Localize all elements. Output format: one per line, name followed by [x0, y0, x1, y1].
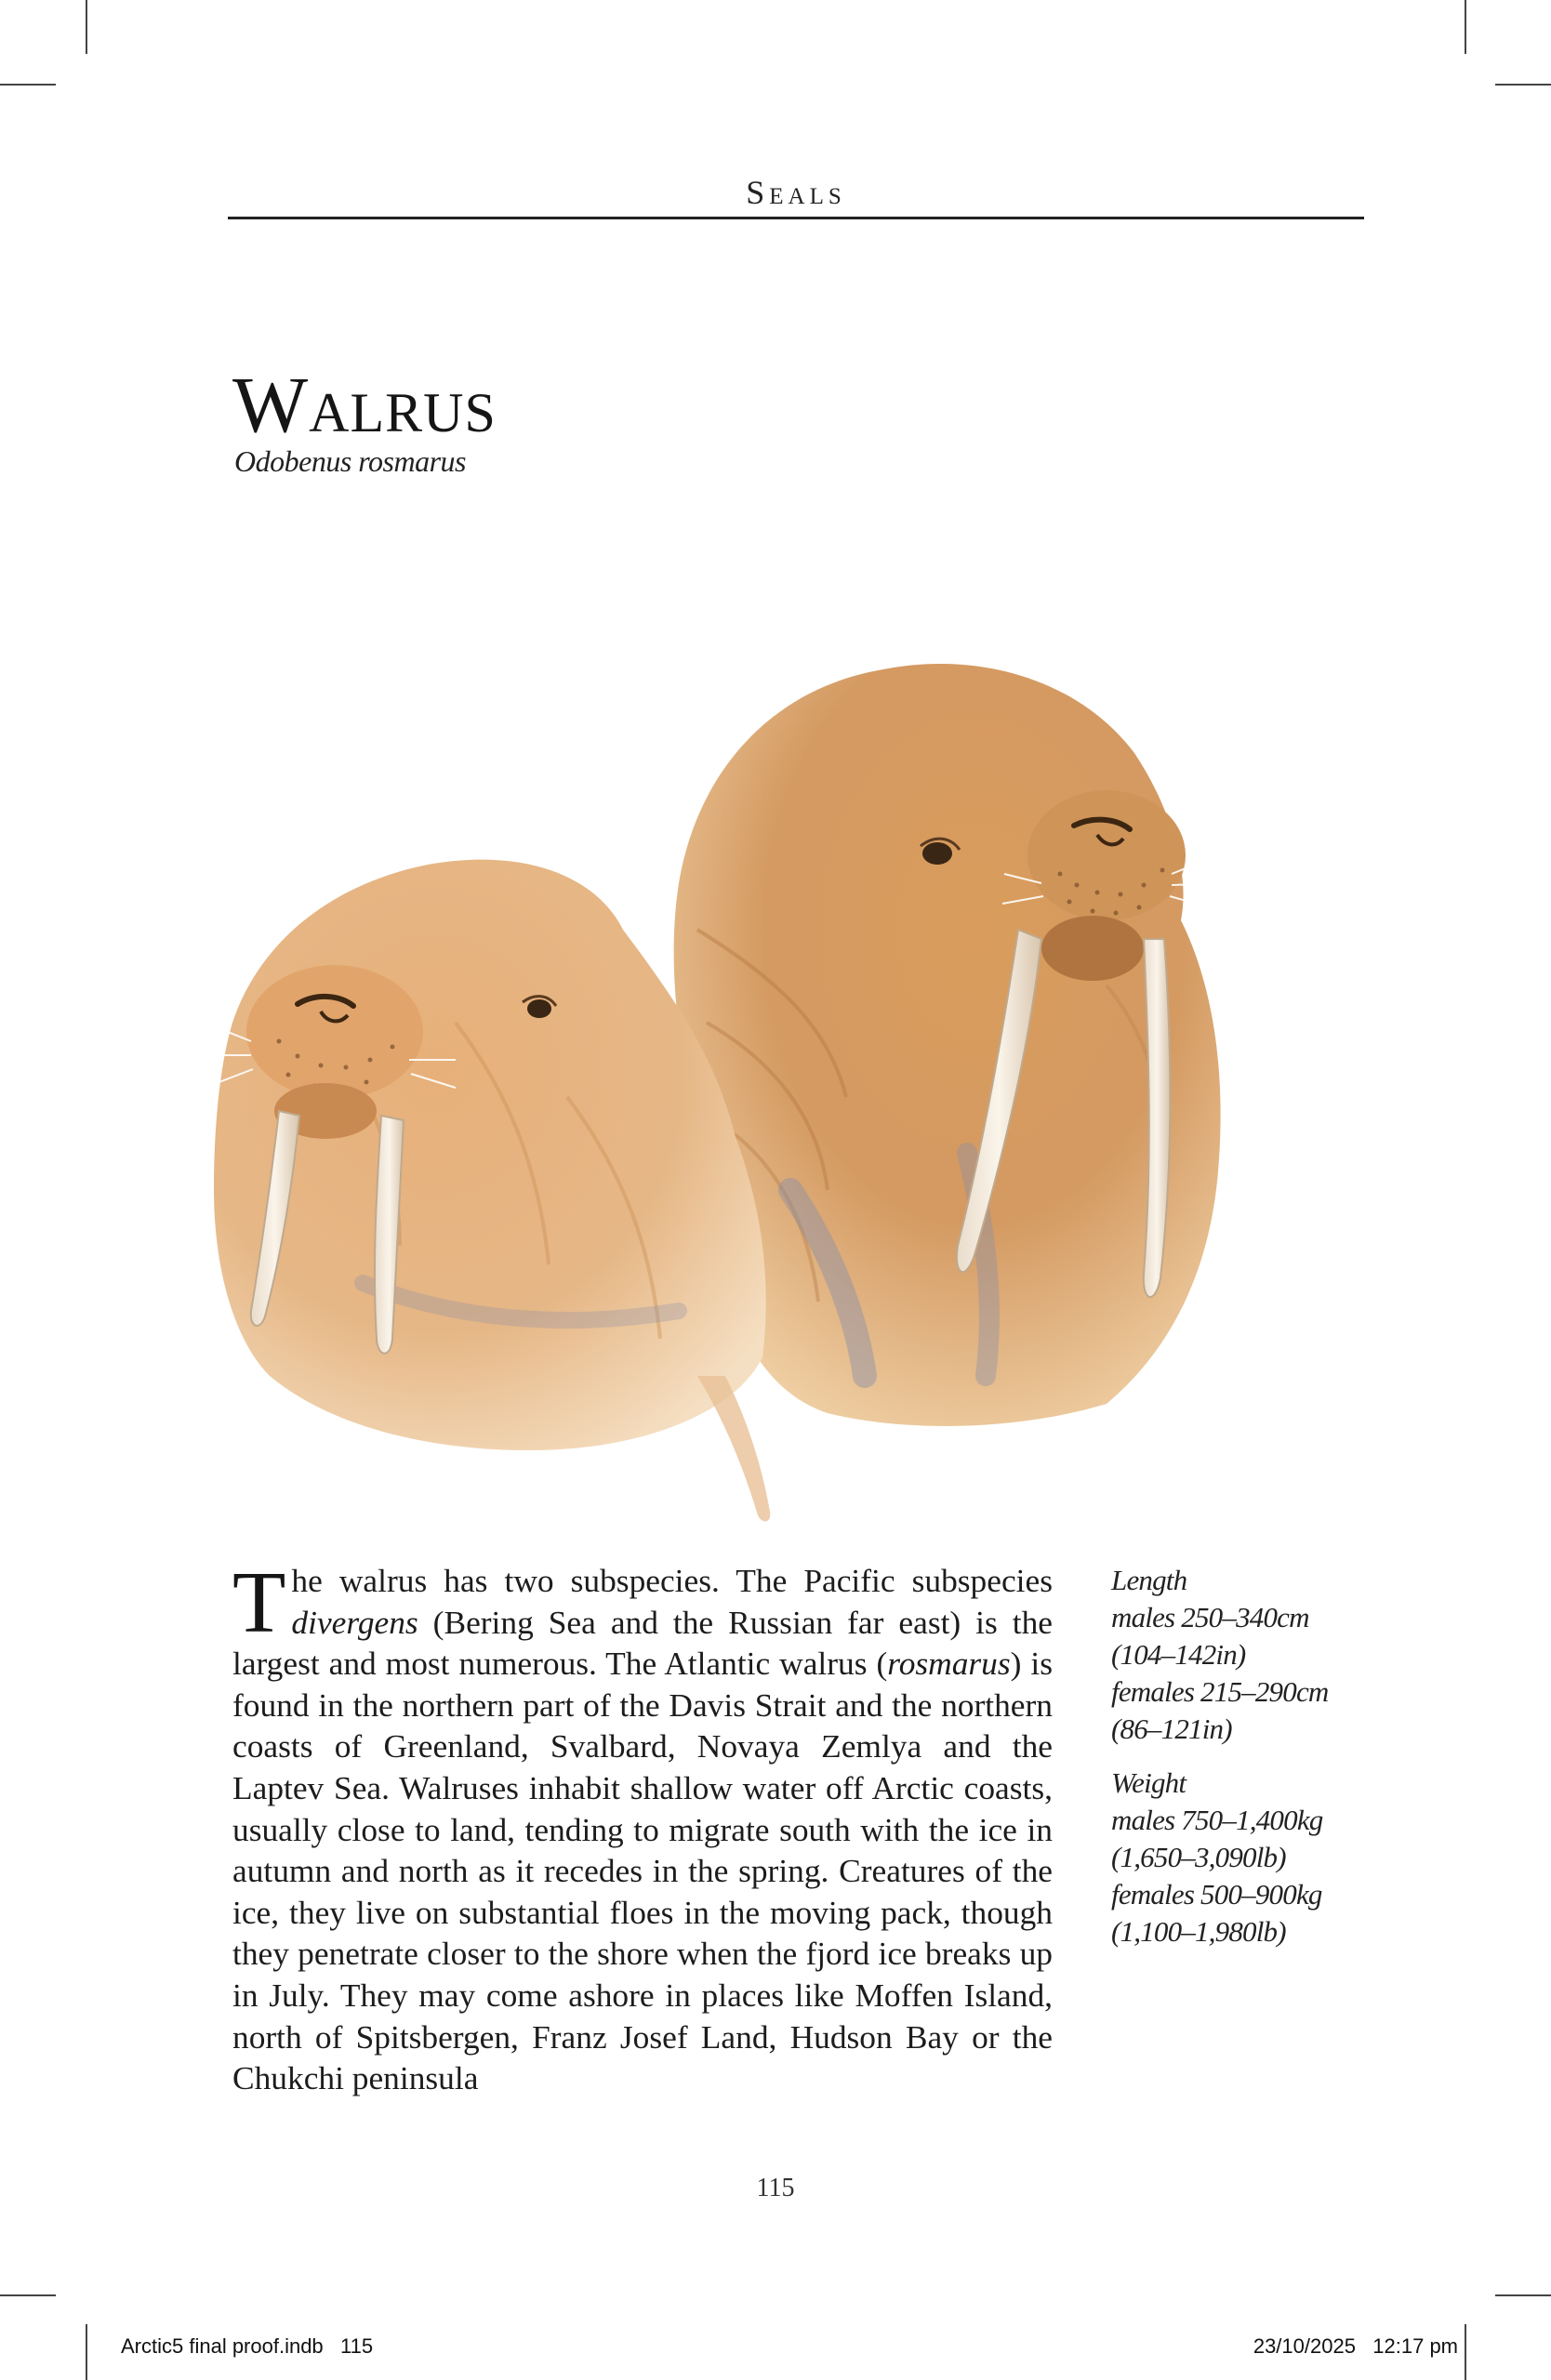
body-segment: he walrus has two subspecies. The Pacific subspecies	[291, 1562, 1053, 1599]
page-title: Walrus	[232, 360, 497, 449]
weight-heading: Weight	[1111, 1766, 1186, 1799]
crop-mark	[1465, 2324, 1466, 2380]
length-males: males 250–340cm	[1111, 1601, 1309, 1633]
crop-mark	[86, 2324, 87, 2380]
crop-mark	[0, 2294, 56, 2296]
subspecies-rosmarus: rosmarus	[887, 1645, 1011, 1683]
body-segment: (Bering Sea and the Russian far east) is the largest and most numerous. The Atlantic walrus (	[232, 1603, 1053, 1683]
walrus-illustration	[177, 539, 1385, 1534]
running-head: Seals	[746, 174, 846, 211]
crop-mark	[1495, 84, 1551, 86]
drop-cap: T	[232, 1554, 286, 1651]
length-males-imperial: (104–142in)	[1111, 1638, 1246, 1671]
weight-females: females 500–900kg	[1111, 1878, 1322, 1911]
weight-males: males 750–1,400kg	[1111, 1804, 1323, 1836]
measurements-sidebar	[1111, 1562, 1390, 1967]
weight-females-imperial: (1,100–1,980lb)	[1111, 1915, 1286, 1948]
length-females: females 215–290cm	[1111, 1675, 1329, 1708]
weight-males-imperial: (1,650–3,090lb)	[1111, 1841, 1286, 1873]
crop-mark	[1495, 2294, 1551, 2296]
crop-mark	[86, 0, 87, 54]
length-females-imperial: (86–121in)	[1111, 1712, 1232, 1745]
crop-mark	[1465, 0, 1466, 54]
body-segment: ) is found in the northern part of the Davis Strait and the northern coasts of Greenland, Svalbard, Novaya Zemlya and the Laptev Sea. Walruses inhabit shallow water off Arctic coasts, usually close to land, tending to migrate south with the ice in autumn and north as it recedes in the spring. Creatures of the ice, they live on substantial floes in the moving pack, though they penetrate closer to the shore when the fjord ice breaks up in July. They may come ashore in places like Moffen Island, north of Spitsbergen, Franz Josef Land, Hudson Bay or the Chukchi peninsula	[232, 1645, 1053, 2097]
header-rule	[228, 217, 1364, 219]
weight-block	[1111, 1765, 1390, 1950]
page-number: 115	[756, 2174, 795, 2202]
crop-mark	[0, 84, 56, 86]
slug-file-info: Arctic5 final proof.indb 115	[121, 2334, 374, 2358]
body-text	[232, 1554, 1053, 2099]
length-heading: Length	[1111, 1564, 1187, 1596]
latin-name: Odobenus rosmarus	[234, 444, 466, 478]
length-block	[1111, 1562, 1390, 1748]
slug-timestamp: 23/10/2025 12:17 pm	[1253, 2334, 1458, 2358]
subspecies-divergens: divergens	[291, 1603, 418, 1641]
